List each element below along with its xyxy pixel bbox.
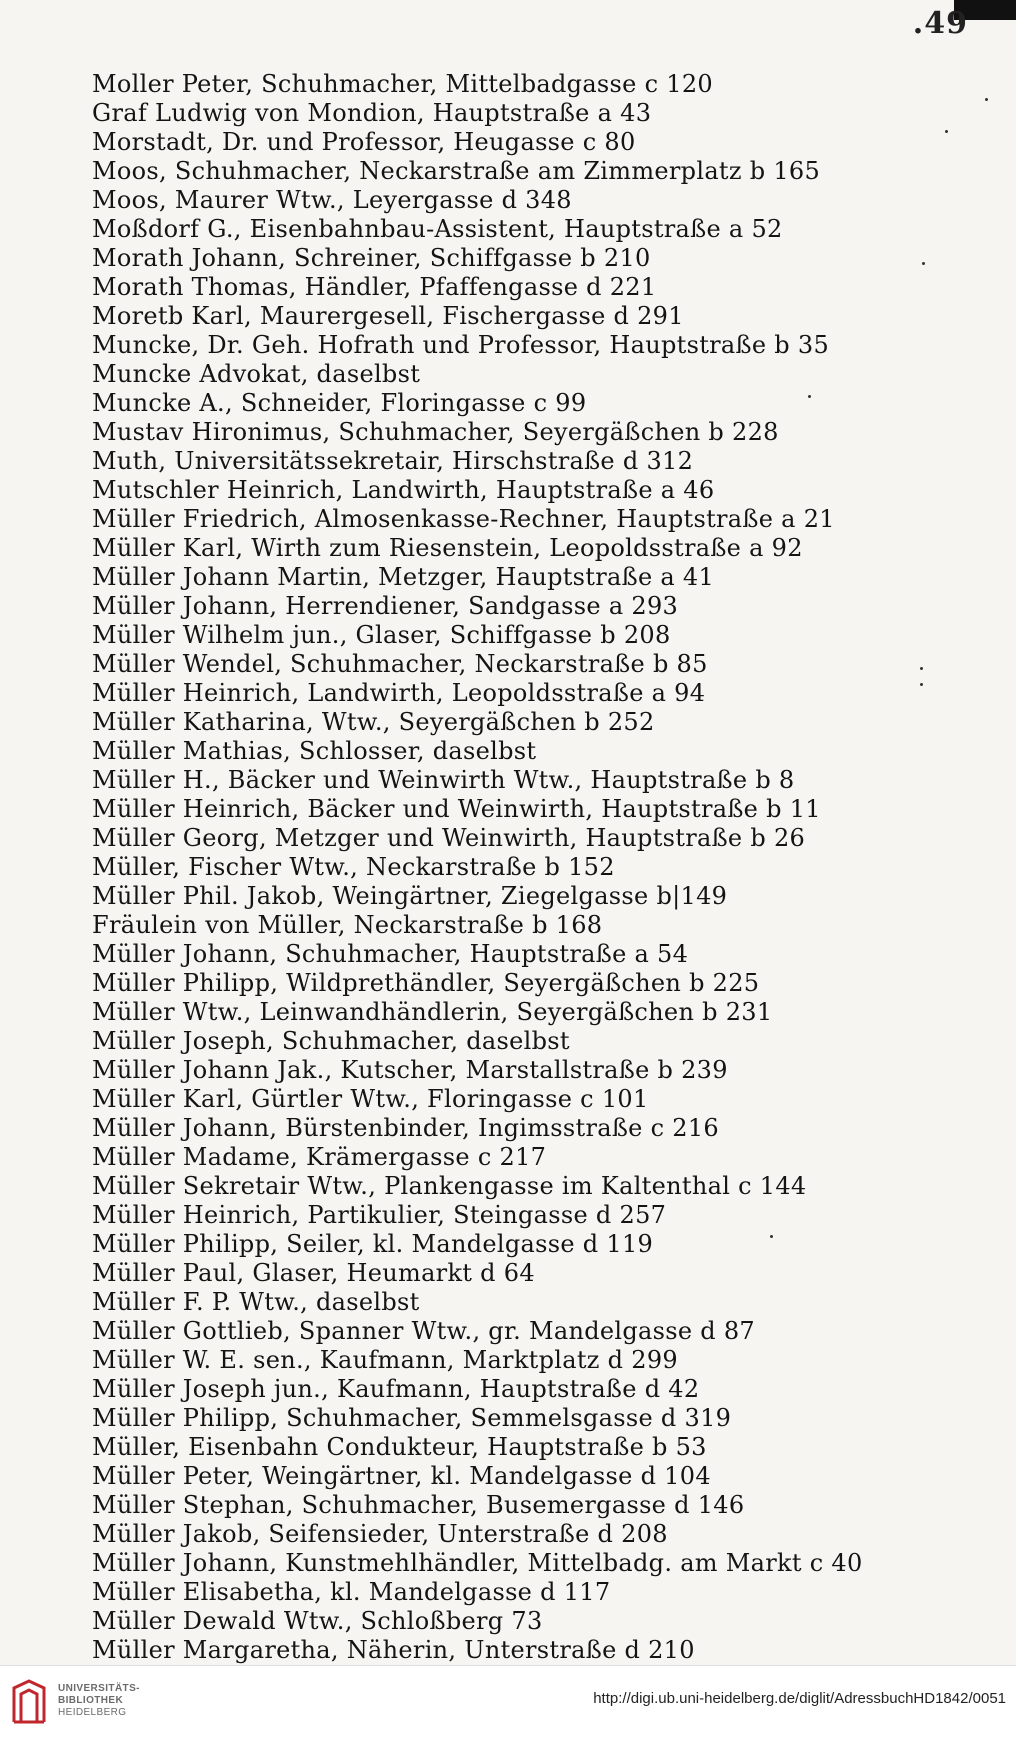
address-entry: Müller Johann Martin, Metzger, Hauptstraße a 41 xyxy=(92,563,715,591)
logo-mark xyxy=(14,1681,44,1722)
address-entry: Müller Karl, Gürtler Wtw., Floringasse c 101 xyxy=(92,1085,649,1113)
address-entry: Moos, Schuhmacher, Neckarstraße am Zimmerplatz b 165 xyxy=(92,157,821,185)
footer-bar xyxy=(0,1665,1016,1740)
address-entry: Müller Philipp, Wildprethändler, Seyergäßchen b 225 xyxy=(92,969,760,997)
address-entry: Morath Thomas, Händler, Pfaffengasse d 221 xyxy=(92,273,657,301)
address-entry: Müller Joseph, Schuhmacher, daselbst xyxy=(92,1027,570,1055)
library-name xyxy=(58,1683,140,1719)
address-entry: Müller Heinrich, Bäcker und Weinwirth, Hauptstraße b 11 xyxy=(92,795,821,823)
address-entry: Muncke Advokat, daselbst xyxy=(92,360,421,388)
address-entry: Müller Wendel, Schuhmacher, Neckarstraße b 85 xyxy=(92,650,708,678)
address-entry: Müller F. P. Wtw., daselbst xyxy=(92,1288,420,1316)
address-entry: Müller Jakob, Seifensieder, Unterstraße d 208 xyxy=(92,1520,668,1548)
address-entry: Müller Mathias, Schlosser, daselbst xyxy=(92,737,537,765)
address-entry: Müller Heinrich, Partikulier, Steingasse d 257 xyxy=(92,1201,667,1229)
address-entry: Müller Peter, Weingärtner, kl. Mandelgasse d 104 xyxy=(92,1462,711,1490)
address-entry: Müller Elisabetha, kl. Mandelgasse d 117 xyxy=(92,1578,611,1606)
address-entry: Fräulein von Müller, Neckarstraße b 168 xyxy=(92,911,603,939)
address-entry: Müller Johann, Herrendiener, Sandgasse a 293 xyxy=(92,592,679,620)
address-entry: Müller Margaretha, Näherin, Unterstraße d 210 xyxy=(92,1636,695,1664)
address-entry: Graf Ludwig von Mondion, Hauptstraße a 43 xyxy=(92,99,652,127)
library-name-line1: UNIVERSITÄTS- xyxy=(58,1683,140,1694)
address-entry: Muncke, Dr. Geh. Hofrath und Professor, Hauptstraße b 35 xyxy=(92,331,830,359)
address-entry: Müller Georg, Metzger und Weinwirth, Hauptstraße b 26 xyxy=(92,824,806,852)
address-entry: Müller, Fischer Wtw., Neckarstraße b 152 xyxy=(92,853,615,881)
address-entry: Müller Gottlieb, Spanner Wtw., gr. Mandelgasse d 87 xyxy=(92,1317,756,1345)
address-entry: Müller W. E. sen., Kaufmann, Marktplatz d 299 xyxy=(92,1346,678,1374)
address-entry: Müller Wtw., Leinwandhändlerin, Seyergäßchen b 231 xyxy=(92,998,773,1026)
address-entry: Mutschler Heinrich, Landwirth, Hauptstraße a 46 xyxy=(92,476,715,504)
address-entry: Moretb Karl, Maurergesell, Fischergasse d 291 xyxy=(92,302,684,330)
address-entry: Müller Johann, Schuhmacher, Hauptstraße a 54 xyxy=(92,940,689,968)
address-entry: Muncke A., Schneider, Floringasse c 99 xyxy=(92,389,587,417)
address-entry: Müller, Eisenbahn Condukteur, Hauptstraße b 53 xyxy=(92,1433,707,1461)
address-entry: Müller Stephan, Schuhmacher, Busemergasse d 146 xyxy=(92,1491,745,1519)
scan-speck xyxy=(945,130,948,133)
address-entry: Müller Johann, Bürstenbinder, Ingimsstraße c 216 xyxy=(92,1114,719,1142)
address-entry: Müller Madame, Krämergasse c 217 xyxy=(92,1143,547,1171)
address-entry: Müller Sekretair Wtw., Plankengasse im Kaltenthal c 144 xyxy=(92,1172,807,1200)
address-entry: Müller Friedrich, Almosenkasse-Rechner, Hauptstraße a 21 xyxy=(92,505,835,533)
address-entry: Müller H., Bäcker und Weinwirth Wtw., Hauptstraße b 8 xyxy=(92,766,795,794)
address-entry: Müller Johann Jak., Kutscher, Marstallstraße b 239 xyxy=(92,1056,728,1084)
address-entry: Müller Karl, Wirth zum Riesenstein, Leopoldsstraße a 92 xyxy=(92,534,803,562)
address-entry: Müller Dewald Wtw., Schloßberg 73 xyxy=(92,1607,543,1635)
address-entry: Müller Katharina, Wtw., Seyergäßchen b 252 xyxy=(92,708,655,736)
address-entry: Müller Wilhelm jun., Glaser, Schiffgasse b 208 xyxy=(92,621,671,649)
library-name-line3: HEIDELBERG xyxy=(58,1707,127,1718)
source-url-link[interactable]: http://digi.ub.uni-heidelberg.de/diglit/AdressbuchHD1842/0051 xyxy=(593,1690,1006,1707)
address-entry: Muth, Universitätssekretair, Hirschstraße d 312 xyxy=(92,447,694,475)
address-entry: Moßdorf G., Eisenbahnbau-Assistent, Hauptstraße a 52 xyxy=(92,215,783,243)
address-entry: Moos, Maurer Wtw., Leyergasse d 348 xyxy=(92,186,572,214)
university-logo-icon xyxy=(10,1678,48,1726)
address-entry: Müller Heinrich, Landwirth, Leopoldsstraße a 94 xyxy=(92,679,706,707)
address-entry: Moller Peter, Schuhmacher, Mittelbadgasse c 120 xyxy=(92,70,713,98)
library-name-line2: BIBLIOTHEK xyxy=(58,1695,124,1706)
address-entry: Mustav Hironimus, Schuhmacher, Seyergäßchen b 228 xyxy=(92,418,779,446)
address-entry: Müller Phil. Jakob, Weingärtner, Ziegelgasse b|149 xyxy=(92,882,728,910)
page-number: .49 xyxy=(912,6,968,41)
address-entry: Müller Philipp, Schuhmacher, Semmelsgasse d 319 xyxy=(92,1404,732,1432)
address-entry: Müller Joseph jun., Kaufmann, Hauptstraße d 42 xyxy=(92,1375,700,1403)
scan-speck xyxy=(985,98,988,101)
address-entry: Müller Philipp, Seiler, kl. Mandelgasse d 119 xyxy=(92,1230,654,1258)
address-entry: Müller Paul, Glaser, Heumarkt d 64 xyxy=(92,1259,535,1287)
address-entry: Morstadt, Dr. und Professor, Heugasse c 80 xyxy=(92,128,636,156)
address-entry: Müller Johann, Kunstmehlhändler, Mittelbadg. am Markt c 40 xyxy=(92,1549,863,1577)
address-entry: Morath Johann, Schreiner, Schiffgasse b 210 xyxy=(92,244,651,272)
address-entries xyxy=(92,70,932,1665)
